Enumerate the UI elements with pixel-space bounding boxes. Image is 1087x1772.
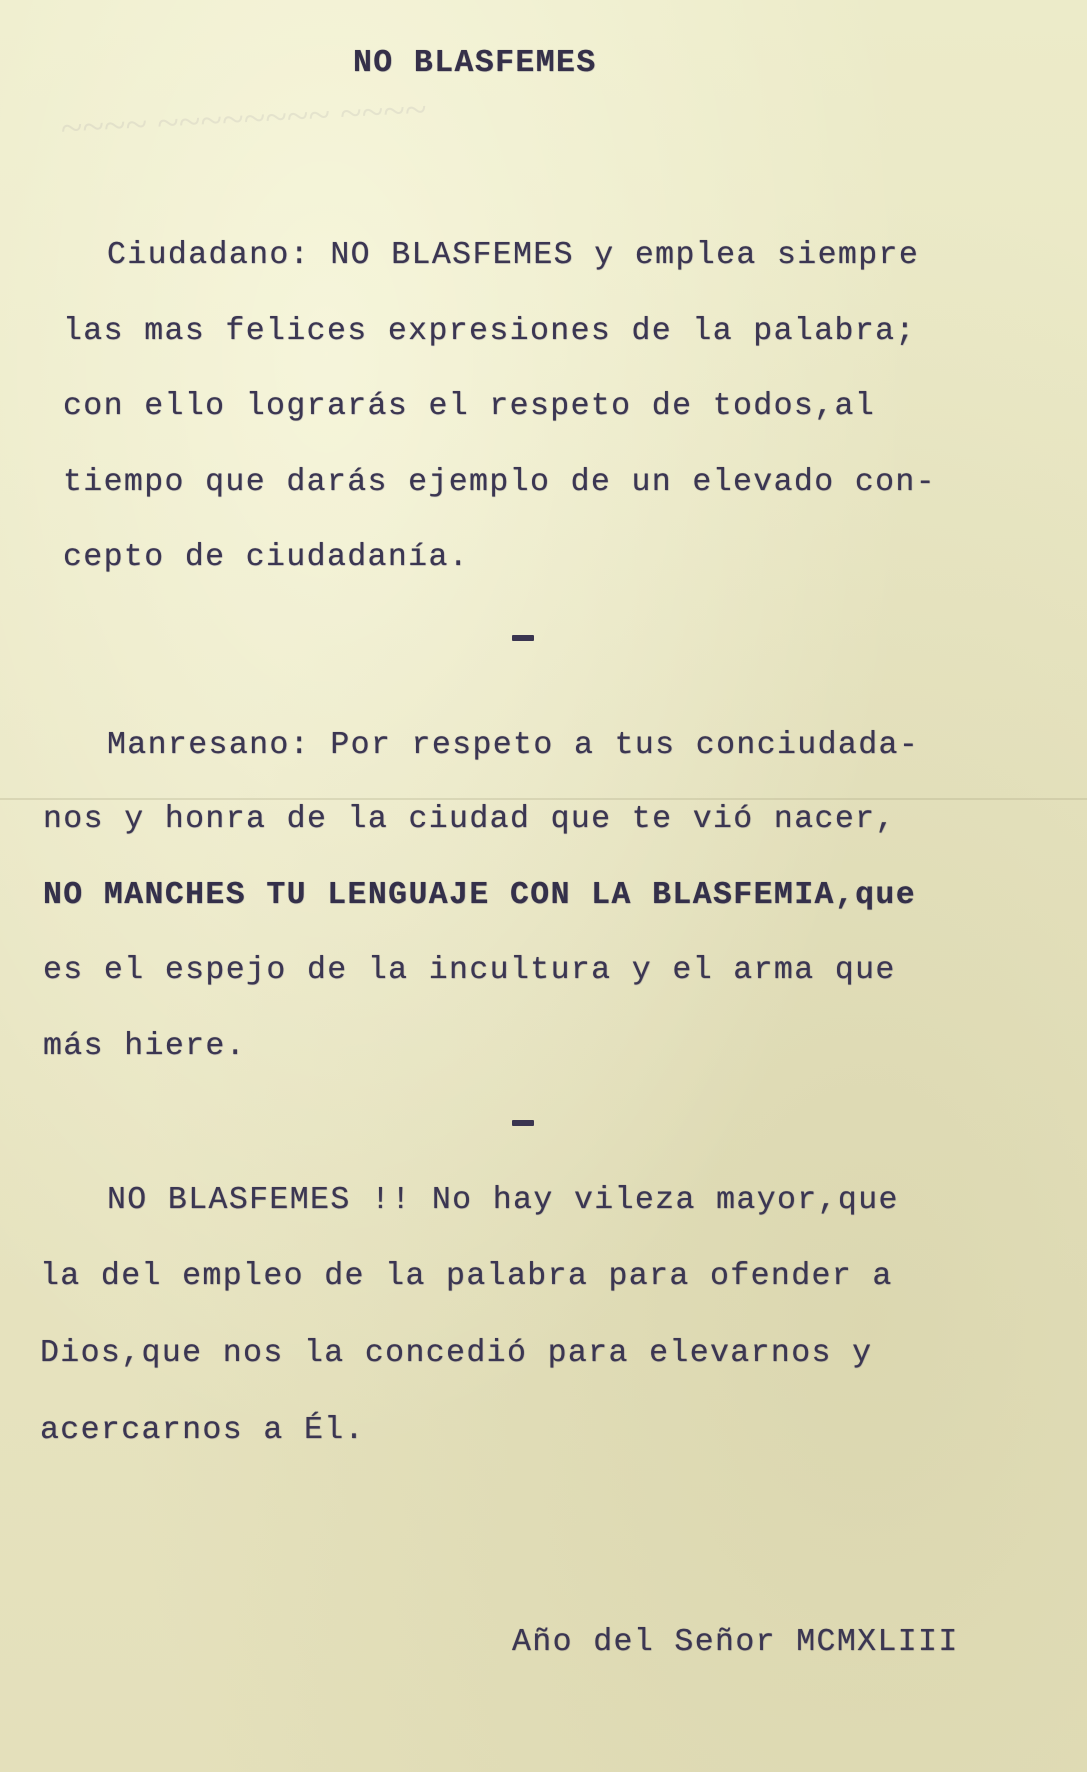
paragraph-3-line-2: la del empleo de la palabra para ofender a [40,1259,893,1294]
paragraph-2-line-1: Manresano: Por respeto a tus conciudada- [107,728,920,763]
paragraph-1-line-4: tiempo que darás ejemplo de un elevado con- [63,465,937,500]
separator-dash [512,1120,534,1126]
paragraph-1-line-2: las mas felices expresiones de la palabra; [63,314,916,349]
paragraph-3-line-1: NO BLASFEMES !! No hay vileza mayor,que [107,1183,899,1218]
paragraph-2-line-2: nos y honra de la ciudad que te vió nacer, [43,802,896,837]
closing-date-line: Año del Señor MCMXLIII [512,1625,959,1660]
bleed-through-signature: ~~~~ ~~~~~~~~ ~~~~ [59,86,428,151]
paragraph-1-line-1: Ciudadano: NO BLASFEMES y emplea siempre [107,238,920,273]
paragraph-1-line-3: con ello lograrás el respeto de todos,al [63,389,876,424]
paragraph-3-line-4: acercarnos a Él. [40,1413,365,1448]
paragraph-2-line-3: NO MANCHES TU LENGUAJE CON LA BLASFEMIA,que [43,878,917,913]
paragraph-3-line-3: Dios,que nos la concedió para elevarnos y [40,1336,873,1371]
paragraph-1-line-5: cepto de ciudadanía. [63,540,470,575]
document-title: NO BLASFEMES [353,46,597,81]
separator-dash [512,635,534,641]
paper-fold-line [0,798,1087,800]
paragraph-2-line-4: es el espejo de la incultura y el arma que [43,953,896,988]
paragraph-2-line-5: más hiere. [43,1029,247,1064]
